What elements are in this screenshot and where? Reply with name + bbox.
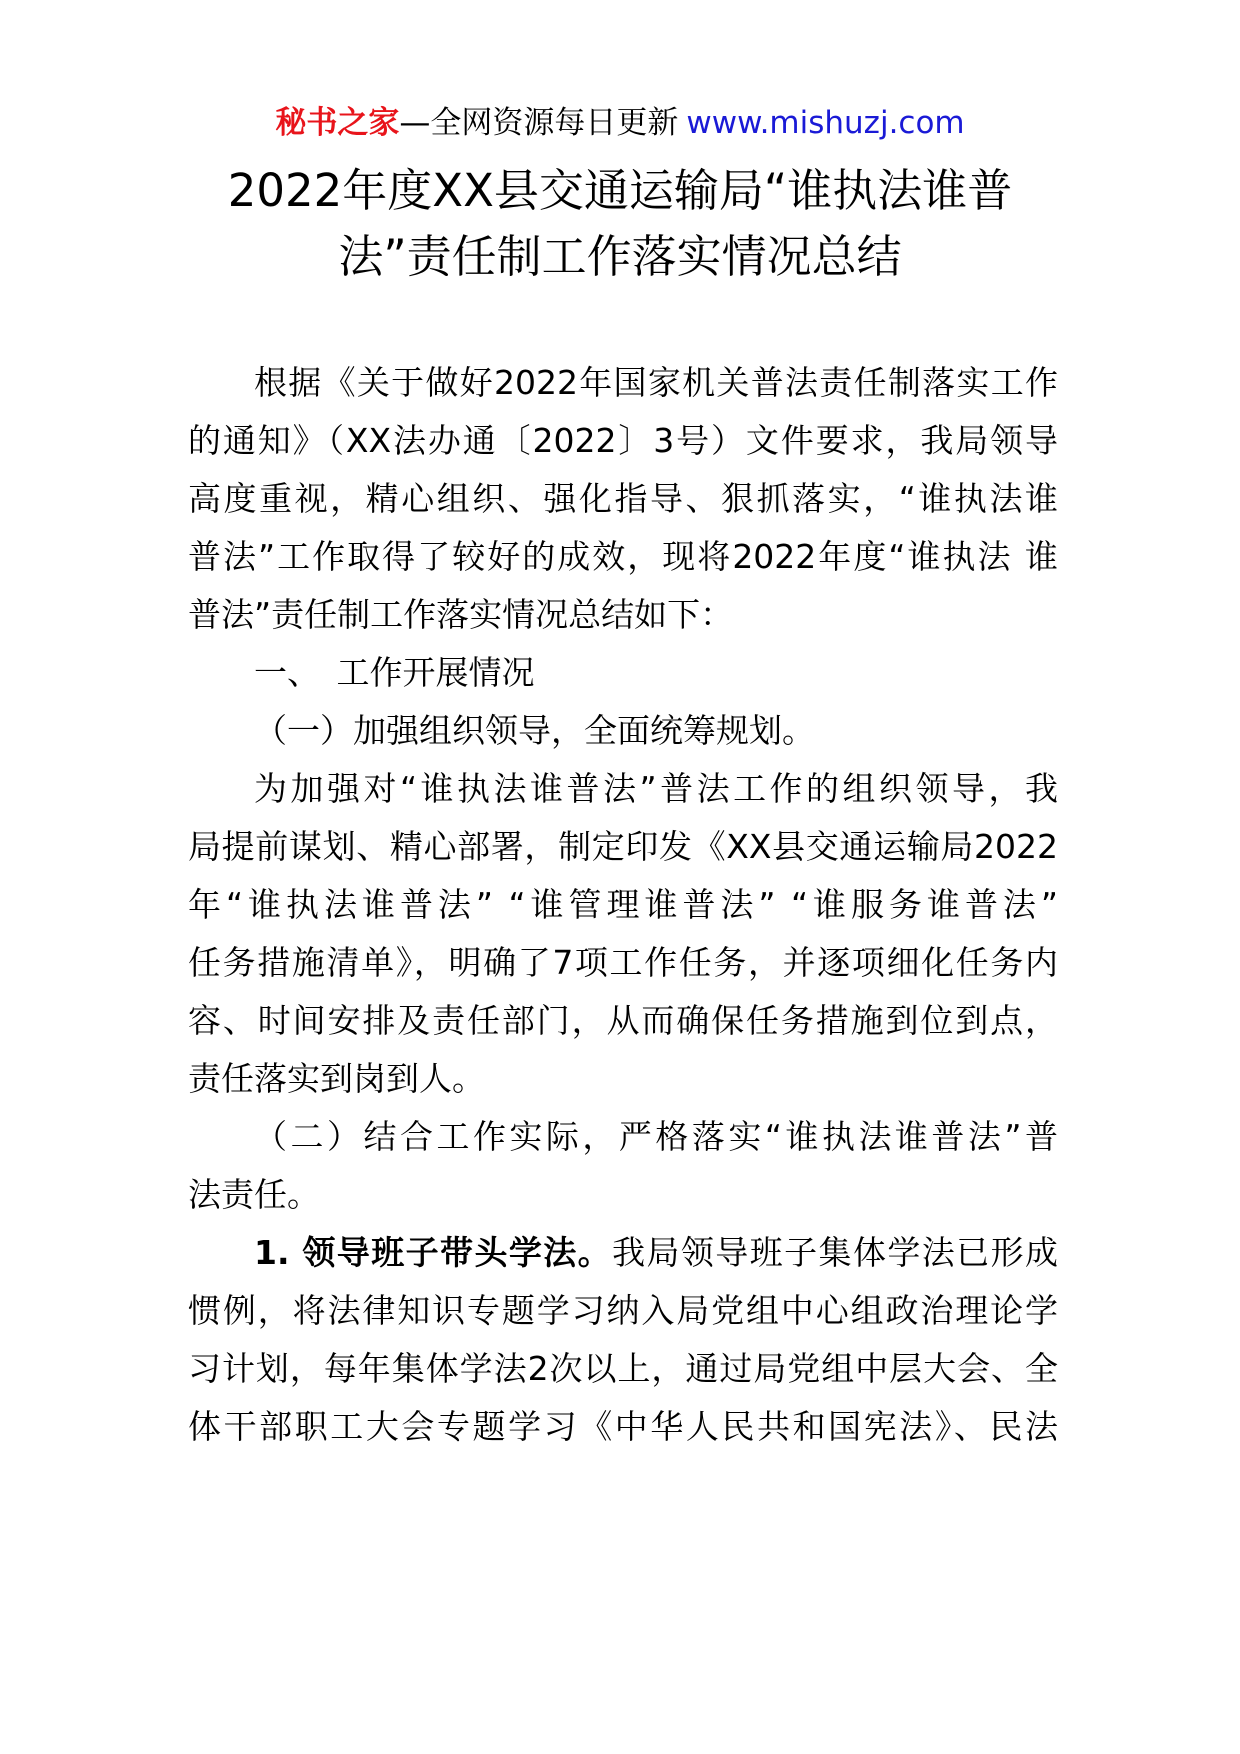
title-line-2: 法”责任制工作落实情况总结 — [338, 230, 902, 283]
subsection-heading: （二）结合工作实际，严格落实“谁执法谁普法”普 — [254, 1117, 1058, 1156]
brand-name: 秘书之家 — [275, 105, 400, 141]
item-1-text: 我局领导班子集体学法已形成 — [612, 1233, 1058, 1272]
paragraph-line: 为加强对“谁执法谁普法”普法工作的组织领导，我 — [254, 769, 1058, 808]
paragraph-line: 局提前谋划、精心部署，制定印发《XX县交通运输局2022 — [188, 827, 1058, 866]
document-title — [150, 158, 1090, 290]
subsection-heading-cont: 法责任。 — [188, 1175, 320, 1214]
paragraph-line: 责任落实到岗到人。 — [188, 1059, 485, 1098]
item-1-heading: 1. 领导班子带头学法。 — [254, 1233, 613, 1272]
paragraph-line: 容、时间安排及责任部门，从而确保任务措施到位到点， — [188, 1001, 1058, 1040]
section-heading: 一、 工作开展情况 — [254, 653, 535, 692]
banner-tagline: —全网资源每日更新 — [399, 105, 679, 141]
paragraph-line: 高度重视，精心组织、强化指导、狠抓落实，“谁执法谁 — [188, 479, 1058, 518]
paragraph-line: 年“谁执法谁普法” “谁管理谁普法” “谁服务谁普法” — [188, 885, 1058, 924]
site-banner — [0, 100, 1240, 146]
paragraph-line: 任务措施清单》，明确了7项工作任务，并逐项细化任务内 — [188, 943, 1058, 982]
subsection-heading: （一）加强组织领导，全面统筹规划。 — [254, 711, 815, 750]
paragraph-line: 的通知》（XX法办通〔2022〕3号）文件要求，我局领导 — [188, 421, 1058, 460]
item-1-first-line — [254, 1220, 1058, 1286]
paragraph-line: 普法”责任制工作落实情况总结如下： — [188, 595, 734, 634]
paragraph-line: 体干部职工大会专题学习《中华人民共和国宪法》、民法 — [188, 1407, 1058, 1446]
paragraph-line: 普法”工作取得了较好的成效，现将2022年度“谁执法 谁 — [188, 537, 1058, 576]
paragraph-line: 惯例，将法律知识专题学习纳入局党组中心组政治理论学 — [188, 1291, 1058, 1330]
site-url[interactable]: www.mishuzj.com — [686, 105, 965, 141]
paragraph-line: 根据《关于做好2022年国家机关普法责任制落实工作 — [254, 363, 1058, 402]
title-line-1: 2022年度XX县交通运输局“谁执法谁普 — [227, 164, 1013, 217]
paragraph-line: 习计划，每年集体学法2次以上，通过局党组中层大会、全 — [188, 1349, 1058, 1388]
